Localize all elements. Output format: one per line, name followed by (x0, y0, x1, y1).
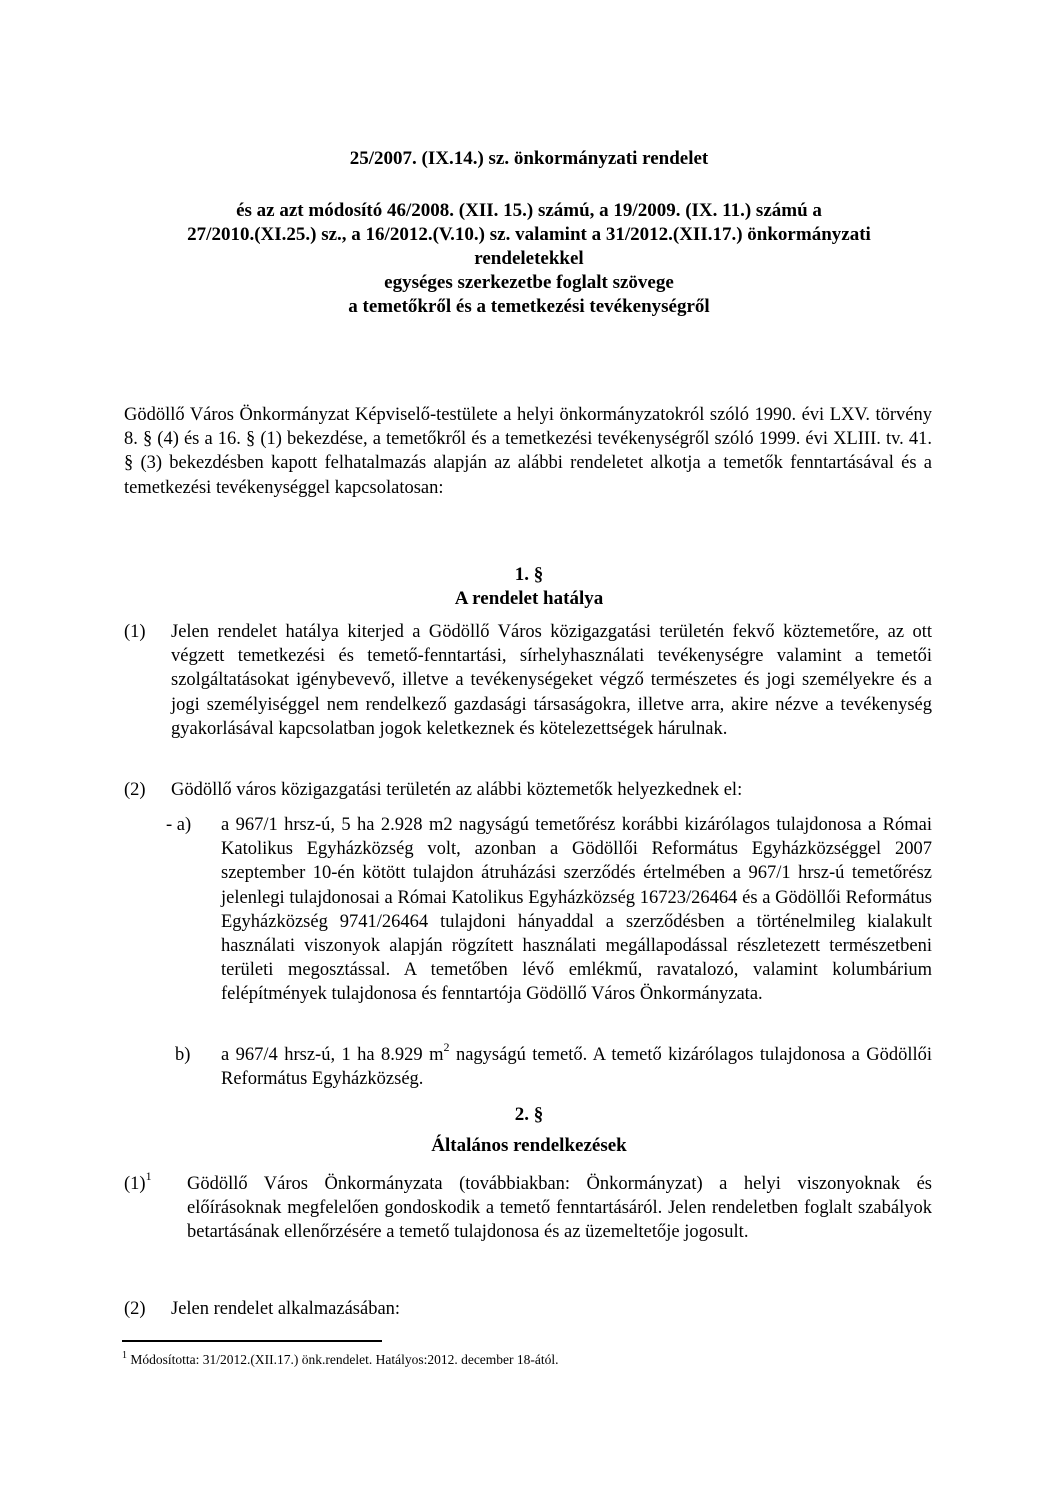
title-decree-number: 25/2007. (IX.14.) sz. önkormányzati rendelet (349, 148, 709, 169)
s1-p2-item-b-text (221, 1039, 932, 1091)
title-amendments-line-3: rendeletekkel (474, 248, 584, 269)
s1-p2-marker: (2) (124, 780, 146, 800)
section-1-heading: A rendelet hatálya (454, 588, 604, 609)
footnote-marker: 1 (122, 1349, 127, 1361)
s1-p2-item-a-text: a 967/1 hrsz-ú, 5 ha 2.928 m2 nagyságú temetőrész korábbi kizárólagos tulajdonosa a Római Katolikus Egyházközség volt, azonban a Gödöllői Református Egyházközséggel 2007 szeptember 10-én kötött tulajdon átruházási szerződés értelmében a 967/1 hrsz-ú temetőrész jelenlegi tulajdonosai a Római Katolikus Egyházközség 16723/26464 és a Gödöllői Református Egyházközség 9741/26464 tulajdoni hányaddal a szerződésben a történelmileg kialakult használati viszonyok alapján rögzített használati megállapodással részletezett természetbeni területi megosztással. A temetőben lévő emlékmű, ravatalozó, valamint kolumbárium felépítmények tulajdonosa és fenntartója Gödöllő Város Önkormányzata. (221, 815, 932, 1005)
s1-p2-item-b-marker: b) (175, 1045, 191, 1065)
footnote-text: Módosította: 31/2012.(XII.17.) önk.rendelet. Hatályos:2012. december 18-ától. (130, 1352, 559, 1367)
footnote-1 (122, 1351, 932, 1369)
item-b-text-part-1: a 967/4 hrsz-ú, 1 ha 8.929 m (221, 1045, 444, 1065)
s2-p1-marker-text: (1) (124, 1174, 146, 1194)
footnote-reference-1[interactable]: 1 (145, 1168, 152, 1183)
s1-p2-text: Gödöllő város közigazgatási területén az alábbi köztemetők helyezkednek el: (171, 780, 743, 800)
section-2-number: 2. § (514, 1104, 544, 1125)
preamble: Gödöllő Város Önkormányzat Képviselő-testülete a helyi önkormányzatokról szóló 1990. évi LXV. törvény 8. § (4) és a 16. § (1) bekezdése, a temetőkről és a temetkezési tevékenységről szóló 1999. évi XLIII. tv. 41. § (3) bekezdésben kapott felhatalmazás alapján az alábbi rendeletet alkotja a temetők fenntartásával és a temetkezési tevékenységgel kapcsolatosan: (124, 405, 932, 498)
section-2-heading: Általános rendelkezések (431, 1135, 627, 1156)
title-subject: a temetőkről és a temetkezési tevékenységről (348, 296, 710, 317)
s1-p2-item-a-marker: - a) (166, 815, 192, 835)
title-consolidated-text: egységes szerkezetbe foglalt szövege (384, 272, 674, 293)
footnote-separator (122, 1340, 382, 1342)
superscript-squared: 2 (443, 1039, 450, 1054)
title-amendments-line-2: 27/2010.(XI.25.) sz., a 16/2012.(V.10.) sz. valamint a 31/2012.(XII.17.) önkormányzati (187, 224, 871, 245)
item-b-text-part-2: nagyságú temető. A temető kizárólagos tulajdonosa a Gödöllői Református Egyházközség. (221, 1045, 932, 1090)
s1-p1-text: Jelen rendelet hatálya kiterjed a Gödöllő Város közigazgatási területén fekvő köztemetőre, az ott végzett temetkezési és temető-fenntartási, sírhelyhasználati tevékenységre valamint a temetői szolgáltatásokat igénybevevő, illetve a tevékenységeket végző természetes és jogi személyekre és a jogi személyiséggel nem rendelkező gazdasági társaságokra, illetve arra, akire nézve a tevékenység gyakorlásával kapcsolatban jogok keletkeznek és kötelezettségek hárulnak. (171, 622, 932, 739)
s2-p1-marker (124, 1168, 152, 1196)
s2-p2-text: Jelen rendelet alkalmazásában: (171, 1299, 401, 1319)
s2-p2-marker: (2) (124, 1299, 146, 1319)
title-amendments-line-1: és az azt módosító 46/2008. (XII. 15.) számú, a 19/2009. (IX. 11.) számú a (236, 200, 822, 221)
s1-p1-marker: (1) (124, 622, 146, 642)
section-1-number: 1. § (514, 564, 544, 585)
s2-p1-text: Gödöllő Város Önkormányzata (továbbiakban: Önkormányzat) a helyi viszonyoknak és előírásoknak megfelelően gondoskodik a temető fenntartásáról. Jelen rendeletben foglalt szabályok betartásának ellenőrzésére a temető tulajdonosa és az üzemeltetője jogosult. (187, 1174, 932, 1243)
